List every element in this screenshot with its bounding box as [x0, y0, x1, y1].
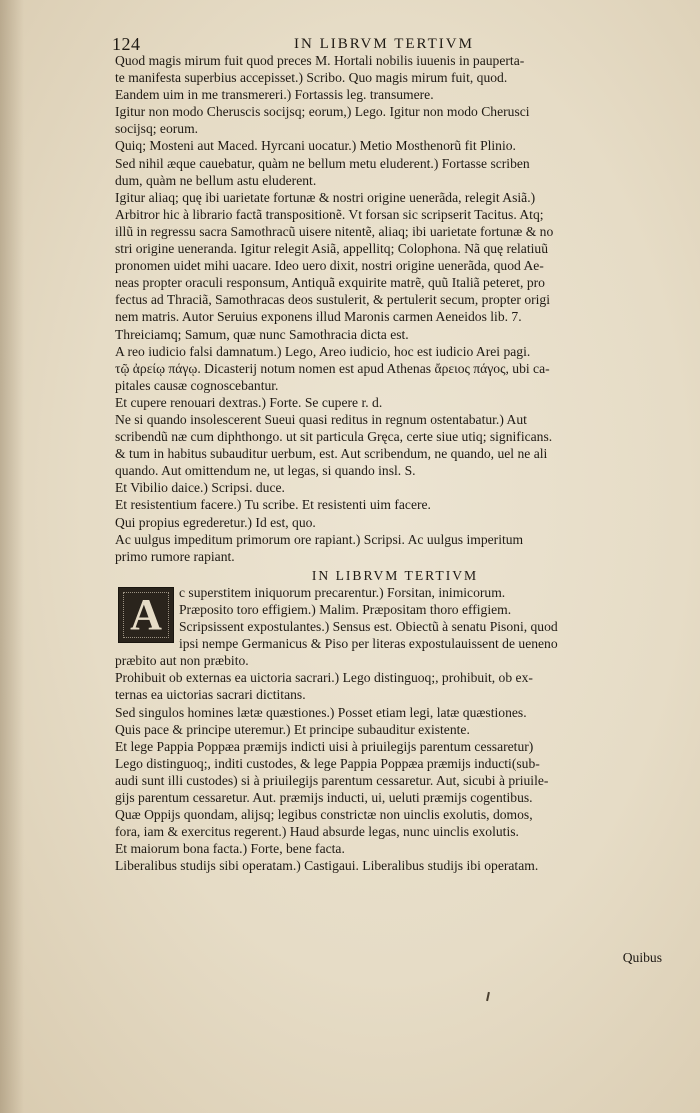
text-line: neas propter oraculi responsum, Antiquã exquirite matrẽ, quũ Italiã peteret, pro: [115, 275, 545, 291]
text-line: Sed singulos homines lætæ quæstiones.) Posset etiam legi, latæ quæstiones.: [115, 704, 527, 720]
text-line: Et resistentium facere.) Tu scribe. Et resistenti uim facere.: [115, 497, 431, 513]
text-line: dum, quàm ne bellum astu eluderent.: [115, 172, 317, 188]
text-line: Et Vibilio daice.) Scripsi. duce.: [115, 480, 285, 496]
text-line: te manifesta superbius accepisset.) Scribo. Quo magis mirum fuit, quod.: [115, 70, 508, 86]
text-line: c superstitem iniquorum precarentur.) Forsitan, inimicorum.: [179, 584, 506, 600]
section-commentary-lines: [115, 652, 675, 874]
text-line: Quis pace & principe uteremur.) Et principe subauditur existente.: [115, 721, 470, 737]
text-line: scribendũ næ cum diphthongo. ut sit particula Gręca, certe siue utiq; significans.: [115, 429, 553, 445]
text-line: Ne si quando insolescerent Sueui quasi reditus in regnum ostentabatur.) Aut: [115, 411, 527, 427]
section-title: IN LIBRVM TERTIVM: [311, 567, 479, 583]
commentary-lines: [115, 52, 675, 565]
text-line: illũ in regressu sacra Samothracũ uisere nitentẽ, aliaq; ibi uarietate fortunæ & no: [115, 223, 554, 239]
text-line: audi sunt illi custodes) si à priuilegijs parentum cessaretur. Aut, sicubi à priuile-: [115, 772, 549, 788]
text-line: & tum in habitus subauditur uerbum, est. Aut scribendum, ne quando, uel ne ali: [115, 446, 548, 462]
text-line: fora, iam & exercitus regerent.) Haud absurde legas, nunc uinclis exolutis.: [115, 824, 519, 840]
text-line: ipsi nempe Germanicus & Piso per literas expostulauissent de ueneno: [179, 636, 558, 652]
text-line: fectus ad Thraciã, Samothracas deos sustulerit, & pertulerit secum, propter origi: [115, 292, 550, 308]
text-line: Scripsissent expostulantes.) Sensus est. Obiectũ à senatu Pisoni, quod: [179, 619, 558, 635]
text-line: quando. Aut omittendum ne, ut legas, si quando insl. S.: [115, 463, 416, 479]
drop-cap-initial: A: [118, 587, 174, 643]
text-line: stri origine ueneranda. Igitur relegit Asiã, appellitq; Colophona. Nã quę relatiuũ: [115, 241, 548, 257]
catchword: Quibus: [622, 950, 662, 965]
text-line: Ac uulgus impeditum primorum ore rapiant.) Scripsi. Ac uulgus imperitum: [115, 531, 524, 547]
text-line: Quod magis mirum fuit quod preces M. Hortali nobilis iuuenis in pauperta-: [115, 53, 525, 68]
text-line: primo rumore rapiant.: [115, 548, 235, 564]
text-line: Qui propius egrederetur.) Id est, quo.: [115, 514, 316, 530]
text-line: socijsq; eorum.: [115, 121, 199, 137]
text-line: præbito aut non præbito.: [115, 653, 249, 669]
text-line: A reo iudicio falsi damnatum.) Lego, Areo iudicio, hoc est iudicio Arei pagi.: [115, 343, 531, 359]
text-line: τῷ ἀρείῳ πάγῳ. Dicasterij notum nomen est apud Athenas ἄρειος πάγος, ubi ca-: [115, 360, 550, 376]
text-block: [115, 52, 675, 875]
text-line: Lego distinguoq;, inditi custodes, & lege Pappia Poppæa præmijs inducti(sub-: [115, 755, 540, 771]
text-line: ternas ea uictorias sacrari dictitans.: [115, 687, 306, 703]
text-line: Et cupere renouari dextras.) Forte. Se cupere r. d.: [115, 394, 383, 410]
binding-shadow: [0, 0, 24, 1113]
text-line: Quiq; Mosteni aut Maced. Hyrcani uocatur.) Metio Mosthenorũ fit Plinio.: [115, 138, 516, 154]
text-line: Threiciamq; Samum, quæ nunc Samothracia dicta est.: [115, 326, 409, 342]
folio-number: 124: [112, 34, 141, 54]
text-line: Sed nihil æque cauebatur, quàm ne bellum metu eluderent.) Fortasse scriben: [115, 155, 530, 171]
text-line: Quæ Oppijs quondam, alijsq; legibus constrictæ non uinclis exolutis, domos,: [115, 807, 533, 823]
text-line: Præposito toro effigiem.) Malim. Præpositam thoro effigiem.: [179, 602, 512, 617]
initial-block: [115, 584, 675, 652]
running-title: IN LIBRVM TERTIVM: [294, 36, 474, 52]
text-line: Prohibuit ob externas ea uictoria sacrari.) Lego distinguoq;, prohibuit, ob ex-: [115, 670, 533, 686]
indented-lines: [115, 584, 675, 652]
ink-mark: [486, 992, 490, 1001]
text-line: Eandem uim in me transmereri.) Fortassis leg. transumere.: [115, 87, 434, 103]
text-line: pronomen uidet mihi uacare. Ideo uero dixit, nostri origine uenerãda, quod Ae-: [115, 258, 544, 274]
text-line: nem matris. Autor Seruius exponens illud Maronis carmen Aeneidos lib. 7.: [115, 309, 522, 325]
text-line: Et lege Pappia Poppæa præmijs indicti uisi à priuilegijs parentum cessaretur): [115, 738, 534, 754]
text-line: pitales causæ cognoscebantur.: [115, 377, 279, 393]
text-line: Igitur non modo Cheruscis socijsq; eorum,) Lego. Igitur non modo Cherusci: [115, 104, 530, 120]
text-line: Igitur aliaq; quę ibi uarietate fortunæ & nostri origine uenerãda, relegit Asiã.): [115, 189, 536, 205]
text-line: Arbitror hic à librario factã transpositionẽ. Vt forsan sic scripserit Tacitus. Atq;: [115, 206, 544, 222]
text-line: Liberalibus studijs sibi operatam.) Castigaui. Liberalibus studijs ibi operatam.: [115, 858, 539, 874]
text-line: gijs parentum cessaretur. Aut. præmijs inducti, ui, ueluti præmijs cogentibus.: [115, 790, 533, 806]
text-line: Et maiorum bona facta.) Forte, bene facta.: [115, 841, 345, 857]
